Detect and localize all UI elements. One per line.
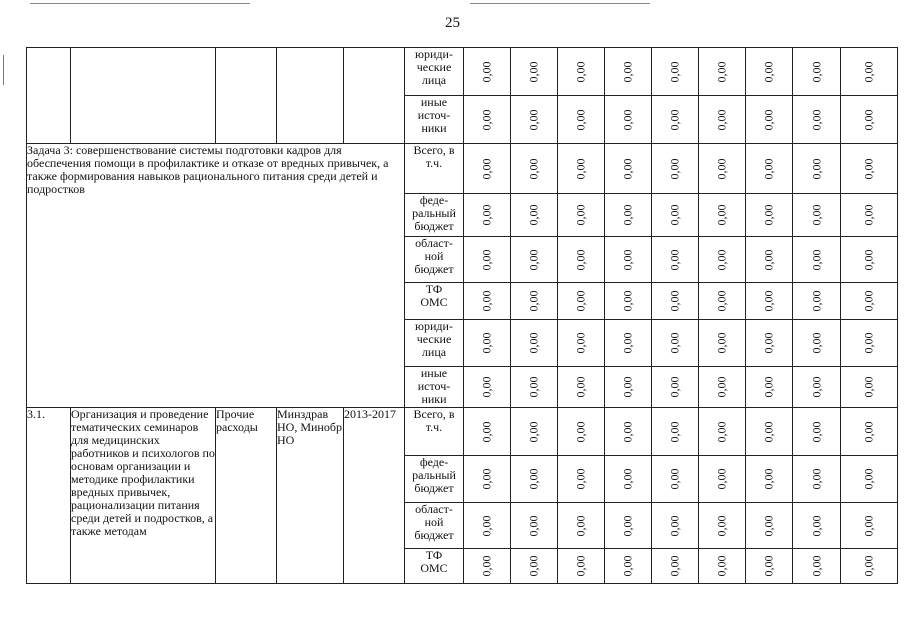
value-cell [699,367,746,408]
value-text: 0,00 [526,515,541,536]
value-text: 0,00 [573,109,588,130]
value-cell [652,283,699,320]
value-cell [605,237,652,283]
value-text: 0,00 [809,158,823,179]
value-cell [699,283,746,320]
value-text: 0,00 [861,249,876,270]
value-cell [841,96,898,144]
value-text: 0,00 [573,468,588,490]
value-cell [793,237,841,283]
value-text: 0,00 [479,204,494,226]
empty-cell [71,48,216,144]
value-cell [464,408,511,456]
value-cell [746,144,793,194]
value-text: 0,00 [714,555,729,577]
value-text: 0,00 [667,515,682,536]
value-text: 0,00 [861,158,876,179]
value-text: 0,00 [573,290,588,312]
value-text: 0,00 [479,515,494,536]
value-cell [511,503,558,549]
value-text: 0,00 [809,61,823,82]
value-text: 0,00 [809,332,823,354]
value-cell [605,283,652,320]
value-cell [605,144,652,194]
value-text: 0,00 [714,290,729,312]
value-text: 0,00 [761,61,776,82]
value-cell [699,320,746,367]
funding-source-label: юриди- ческие лица [415,47,453,87]
value-text: 0,00 [714,109,729,130]
value-text: 0,00 [479,249,494,270]
scan-artifact-margin [3,55,4,85]
value-text: 0,00 [809,376,823,398]
value-cell [511,320,558,367]
value-cell [793,456,841,503]
value-cell [464,48,511,96]
value-cell [699,96,746,144]
value-text: 0,00 [761,376,776,398]
value-cell [841,283,898,320]
value-cell [558,408,605,456]
period: 2013-2017 [344,407,396,421]
value-text: 0,00 [526,468,541,490]
value-text: 0,00 [620,61,635,82]
value-text: 0,00 [479,61,494,82]
value-cell [464,144,511,194]
value-cell [511,144,558,194]
value-cell [841,320,898,367]
value-text: 0,00 [526,290,541,312]
value-cell [841,503,898,549]
value-text: 0,00 [573,421,588,442]
item-number-cell [27,408,71,584]
value-cell [699,237,746,283]
value-cell [793,144,841,194]
funding-source-label: Всего, в т.ч. [413,407,455,434]
value-text: 0,00 [761,249,776,270]
value-text: 0,00 [861,332,876,354]
value-text: 0,00 [809,515,823,536]
value-text: 0,00 [573,332,588,354]
funding-source-label: феде- ральный бюджет [412,455,456,495]
value-cell [652,503,699,549]
value-text: 0,00 [573,249,588,270]
item-number: 3.1. [27,407,45,421]
page-number: 25 [445,15,460,31]
value-cell [558,320,605,367]
value-cell [652,408,699,456]
value-text: 0,00 [479,376,494,398]
empty-cell [277,48,344,144]
value-text: 0,00 [667,61,682,82]
value-cell [746,549,793,584]
value-text: 0,00 [479,290,494,312]
funding-source-label: иные источ- ники [417,95,451,135]
value-text: 0,00 [809,421,823,442]
value-text: 0,00 [479,109,494,130]
value-text: 0,00 [526,61,541,82]
value-text: 0,00 [620,158,635,179]
value-text: 0,00 [809,290,823,312]
value-cell [793,408,841,456]
value-cell [841,48,898,96]
expense-type-cell [216,408,277,584]
value-text: 0,00 [714,332,729,354]
value-cell [558,96,605,144]
task-description-cell [27,144,405,408]
value-text: 0,00 [667,468,682,490]
value-cell [605,549,652,584]
budget-table [26,47,898,584]
value-cell [464,549,511,584]
value-text: 0,00 [620,468,635,490]
item-name: Организация и проведение тематических семинаров для медицинских работников и психологов по основам организации и методике профилактики вредных привычек, рационализации питания среди детей и подростков, а также методам [71,407,215,538]
value-text: 0,00 [861,376,876,398]
value-text: 0,00 [479,555,494,577]
value-text: 0,00 [620,249,635,270]
value-text: 0,00 [861,515,876,536]
value-text: 0,00 [620,515,635,536]
value-text: 0,00 [526,204,541,226]
value-cell [605,456,652,503]
empty-cell [216,48,277,144]
value-cell [841,237,898,283]
value-cell [511,194,558,237]
value-text: 0,00 [479,158,494,179]
value-cell [699,144,746,194]
value-text: 0,00 [761,555,776,577]
value-cell [464,320,511,367]
value-cell [652,367,699,408]
value-text: 0,00 [861,421,876,442]
value-text: 0,00 [761,290,776,312]
value-text: 0,00 [861,204,876,226]
empty-cell [27,48,71,144]
value-cell [605,96,652,144]
value-text: 0,00 [479,332,494,354]
value-cell [699,456,746,503]
value-cell [746,408,793,456]
value-text: 0,00 [620,555,635,577]
value-cell [746,237,793,283]
value-text: 0,00 [620,204,635,226]
value-cell [558,549,605,584]
value-text: 0,00 [714,421,729,442]
value-text: 0,00 [861,61,876,82]
value-cell [793,96,841,144]
value-text: 0,00 [667,204,682,226]
funding-source-cell [405,456,464,503]
value-text: 0,00 [714,158,729,179]
value-text: 0,00 [526,421,541,442]
value-text: 0,00 [761,158,776,179]
value-cell [511,408,558,456]
value-cell [746,320,793,367]
value-cell [699,48,746,96]
value-cell [746,194,793,237]
value-text: 0,00 [714,468,729,490]
value-cell [558,283,605,320]
value-cell [652,96,699,144]
value-cell [605,408,652,456]
value-cell [511,48,558,96]
value-cell [558,194,605,237]
value-text: 0,00 [667,555,682,577]
value-text: 0,00 [861,555,876,577]
value-cell [511,367,558,408]
value-text: 0,00 [761,204,776,226]
value-text: 0,00 [809,204,823,226]
value-text: 0,00 [573,61,588,82]
funding-source-cell [405,48,464,96]
value-text: 0,00 [620,109,635,130]
value-cell [746,96,793,144]
value-cell [652,237,699,283]
value-cell [464,456,511,503]
value-cell [793,194,841,237]
funding-source-cell [405,237,464,283]
scan-artifact-line [30,3,250,4]
funding-source-cell [405,194,464,237]
value-text: 0,00 [761,109,776,130]
value-text: 0,00 [526,158,541,179]
value-cell [793,367,841,408]
value-text: 0,00 [761,515,776,536]
value-text: 0,00 [573,204,588,226]
value-cell [746,367,793,408]
value-cell [746,456,793,503]
value-text: 0,00 [714,61,729,82]
funding-source-label: юриди- ческие лица [415,319,453,359]
value-text: 0,00 [809,109,823,130]
funding-source-cell [405,320,464,367]
value-cell [699,549,746,584]
value-cell [558,456,605,503]
value-cell [746,283,793,320]
expense-type: Прочие расходы [216,407,258,434]
value-text: 0,00 [573,555,588,577]
funding-source-label: ТФ ОМС [420,548,448,575]
value-cell [746,48,793,96]
value-cell [605,367,652,408]
funding-source-label: Всего, в т.ч. [413,143,455,170]
funding-source-cell [405,367,464,408]
value-cell [699,194,746,237]
value-cell [464,194,511,237]
table-body [27,48,898,584]
value-text: 0,00 [809,468,823,490]
value-cell [511,549,558,584]
value-text: 0,00 [714,515,729,536]
value-text: 0,00 [573,515,588,536]
value-cell [652,456,699,503]
value-cell [699,503,746,549]
funding-source-label: ТФ ОМС [420,282,448,309]
value-text: 0,00 [761,332,776,354]
value-text: 0,00 [479,421,494,442]
value-cell [652,194,699,237]
value-cell [511,283,558,320]
value-text: 0,00 [620,421,635,442]
value-text: 0,00 [526,109,541,130]
value-cell [511,96,558,144]
value-cell [699,408,746,456]
value-cell [464,503,511,549]
value-cell [652,144,699,194]
funding-source-label: феде- ральный бюджет [412,193,456,233]
value-cell [652,320,699,367]
scan-artifact-line [470,3,650,4]
funding-source-cell [405,283,464,320]
value-cell [841,194,898,237]
value-text: 0,00 [809,555,823,577]
value-cell [793,503,841,549]
value-text: 0,00 [667,158,682,179]
value-text: 0,00 [526,555,541,577]
funding-source-label: област- ной бюджет [414,502,454,542]
funding-source-cell [405,144,464,194]
value-text: 0,00 [620,332,635,354]
value-text: 0,00 [667,249,682,270]
value-cell [464,283,511,320]
value-cell [746,503,793,549]
funding-source-cell [405,549,464,584]
value-text: 0,00 [861,290,876,312]
item-name-cell [71,408,216,584]
task-description: Задача 3: совершенствование системы подготовки кадров для обеспечения помощи в профилактике и отказе от вредных привычек, а также формирования навыков рационального питания среди детей и подростков [27,143,389,196]
value-cell [464,96,511,144]
funding-source-label: област- ной бюджет [414,236,454,276]
value-text: 0,00 [761,421,776,442]
period-cell [344,408,405,584]
value-text: 0,00 [526,376,541,398]
empty-cell [344,48,405,144]
value-cell [558,48,605,96]
value-text: 0,00 [667,290,682,312]
value-cell [793,48,841,96]
value-text: 0,00 [479,468,494,490]
value-text: 0,00 [526,332,541,354]
funding-source-cell [405,503,464,549]
value-text: 0,00 [714,249,729,270]
value-cell [841,367,898,408]
value-text: 0,00 [761,468,776,490]
value-text: 0,00 [573,158,588,179]
value-text: 0,00 [667,109,682,130]
value-text: 0,00 [667,332,682,354]
value-cell [511,456,558,503]
value-cell [464,367,511,408]
value-cell [464,237,511,283]
value-cell [605,320,652,367]
value-cell [605,194,652,237]
value-text: 0,00 [667,376,682,398]
value-cell [605,503,652,549]
value-cell [605,48,652,96]
value-cell [793,320,841,367]
value-text: 0,00 [861,468,876,490]
table-row [27,144,898,194]
value-text: 0,00 [620,376,635,398]
value-cell [793,283,841,320]
value-cell [841,456,898,503]
value-cell [558,367,605,408]
table-row [27,48,898,96]
value-cell [841,549,898,584]
value-cell [841,144,898,194]
value-cell [652,48,699,96]
value-text: 0,00 [861,109,876,130]
value-text: 0,00 [714,376,729,398]
value-cell [558,503,605,549]
funding-source-cell [405,96,464,144]
value-cell [558,144,605,194]
funding-source-label: иные источ- ники [417,366,451,406]
value-text: 0,00 [573,376,588,398]
value-text: 0,00 [714,204,729,226]
value-cell [841,408,898,456]
table-row [27,408,898,456]
value-text: 0,00 [667,421,682,442]
value-cell [558,237,605,283]
value-text: 0,00 [526,249,541,270]
value-cell [652,549,699,584]
value-text: 0,00 [620,290,635,312]
executor: Минздрав НО, Минобр НО [277,407,342,447]
value-text: 0,00 [809,249,823,270]
funding-source-cell [405,408,464,456]
value-cell [511,237,558,283]
executor-cell [277,408,344,584]
value-cell [793,549,841,584]
